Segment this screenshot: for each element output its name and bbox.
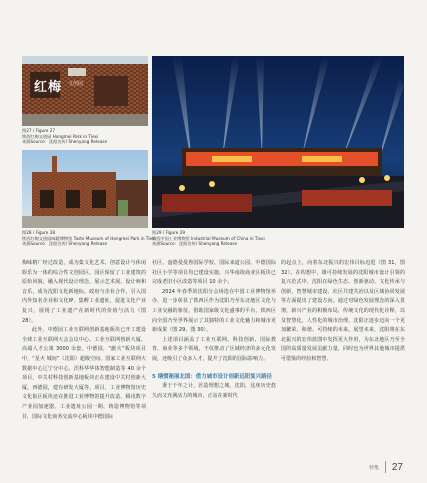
paragraph: 梅味精厂经过改造，成为集文化艺术、创意设计与休闲娱乐为一体的综合性文创园区。园区保留了工业建筑的原始风貌，融入现代设计理念，展示艺术展、设计师和音乐，成为沈阳文化新地标。政府与企业合作，引入国内外知名企业和文化IP、集孵工业遗址，促进文化产业复兴，展现了工业遗产在新时代的价值与活力（图 28）。	[22, 260, 146, 324]
caption-number: 图28 / Figure 28	[22, 230, 56, 235]
caption-figure-29	[152, 230, 265, 247]
footer-divider	[385, 461, 386, 473]
caption-title: 铁西中国工业博物馆 Industrial Museum of China in Tiexi	[152, 235, 265, 241]
section-title: 5 缮惯秘丽北国：借力城市设计创新远阳复兴路径	[152, 373, 272, 380]
caption-figure-27	[22, 128, 107, 145]
caption-source: 来源Source：沈阳宣传/ Shenyang Release	[22, 241, 108, 247]
caption-title: 铁西红梅文创园 Hongmei Park in Tiexi	[22, 133, 99, 139]
caption-source: 来源Source：沈阳宣传/ Shenyang Release	[152, 241, 238, 247]
signage-brand: 红梅	[34, 80, 63, 95]
section-label: 特集	[369, 465, 379, 471]
caption-figure-28	[22, 230, 156, 247]
caption-number: 图29 / Figure 29	[152, 230, 186, 235]
industrial-museum-illustration	[152, 56, 404, 228]
paragraph: 社区、盎德曼曼鲁国际学校、国际来道公园、中德国际社区小学等项目均已建设实施。兴华南街商业区板块已完成老旧小区改造等项目 10 余个。	[152, 260, 276, 286]
photo-hongmei-park	[22, 56, 148, 126]
body-column-2	[152, 259, 276, 401]
body-column-3	[281, 259, 405, 365]
paragraph: 上述项目涵盖了工业互联网、科技创新、国际教育、商业等多个领域，不仅推动了区域经济的多元化发展，还吸引了众多人才，提升了沈阳的国际影响力。	[152, 336, 276, 362]
paragraph: 秉于千年之计，匠造理想之城。沈阳，这座历史悠久而又充满活力的城市，正站在新时代	[152, 383, 276, 399]
photo-industrial-museum	[152, 56, 404, 228]
signage-sub: 文创园	[68, 81, 84, 87]
paragraph: 2024 年春季的沈阳分会场选在中国工业博物馆举办，进一步彰显了铁西区作为沈阳乃至东北地区文化与工业交融的象征。借助国家级文化盛事的平台，铁西区向全国乃至世界展示了其独特的工业文化魅力和城市更新成果（图 29，图 30）。	[152, 288, 276, 334]
taste-museum-illustration	[22, 150, 148, 228]
caption-source: 来源Source：沈阳宣传/ Shenyang Release	[22, 139, 108, 145]
body-column-1	[22, 259, 146, 422]
photo-taste-museum	[22, 150, 148, 228]
paragraph: 的起点上，向着东北振兴的宏伟目标迈进（图 31，图 32）。在构想中，雄可持续发展的沈阳城市设计引领的复兴范式中，沈阳在绿色生态、创新驱动、文化传承与创新、智慧城市建设、社区共建共治以及区域协同发展等方面提出了建设方向。通过对绿色发展理念的深入贯彻，新兴产业的积极布局，传统文化的现代化诠释，以及智慧化、人性化的城市治理，沈阳正逐步迈向一个更加繁荣、和谐、可持续的未来。展望未来，沈阳将在东北振兴的宏伟蓝图中发挥更大作用，为东北地区乃至全国的高质量发展贡献力量，同时也为世界其他城市提供可借鉴的经验和智慧。	[281, 260, 405, 362]
caption-number: 图27 / Figure 27	[22, 128, 56, 133]
page-footer	[369, 461, 403, 473]
paragraph: 此外，中德园工业互联网创新基地板块已开工建设全球工业互联网大会会议中心、工业互联网创新大厦、高端人才公寓 3000 余套。中德园，“献火”板块项目中，“星火 城间”（沈阳）超级空间、国家工业互联网大数据中心辽宁分中心、沃科华华体智能制造等 40 余个项目，中关村科技创新基地板块正在建设中关村创新大厦、西德园，建有研发大厦等，项目，工业博物馆历史文化街区板块还在推进工业博物馆提升改造、腾讯数字产业园加速器、工业遗址公园一期、铸造博物馆等项目，国际文化商务交流中心板块中德国际	[22, 327, 146, 420]
page-number: 27	[391, 461, 403, 473]
caption-title: 铁西红梅文创园味精博物馆 Taste Museum of Hongmei Park in Tiexi	[22, 235, 156, 241]
